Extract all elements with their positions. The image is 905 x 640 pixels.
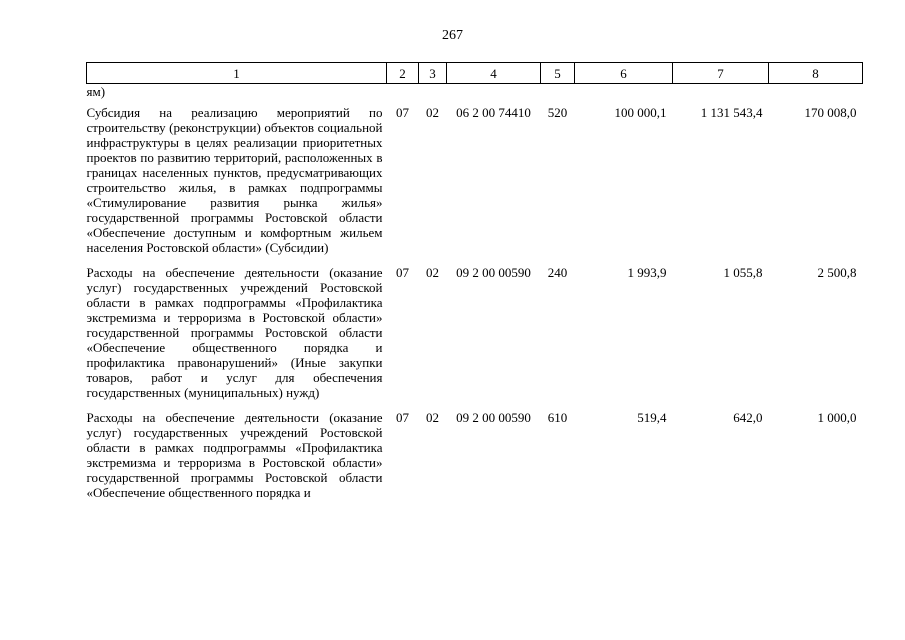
- header-col-1: 1: [87, 63, 387, 84]
- continuation-text: ям): [86, 84, 106, 99]
- row-amount-col8: 2 500,8: [817, 265, 857, 280]
- page-number: 267: [442, 28, 463, 43]
- row-target-code: 09 2 00 00590: [456, 410, 531, 425]
- table-row: [87, 261, 863, 406]
- header-col-3: 3: [419, 63, 447, 84]
- row-amount-col8: 1 000,0: [817, 410, 857, 425]
- row-amount-col7: 1 131 543,4: [700, 105, 763, 120]
- header-row: [87, 63, 863, 84]
- row-expense-type: 520: [547, 105, 568, 120]
- table-body: [87, 84, 863, 507]
- budget-table: [86, 62, 863, 506]
- row-description: Расходы на обеспечение деятельности (оказание услуг) государственных учреждений Ростовской области в рамках подпрограммы «Профилактика экстремизма и терроризма в Ростовской области» государственной программы Ростовской области «Обеспечение общественного порядка и: [86, 410, 383, 500]
- table-row: [87, 406, 863, 506]
- row-amount-col6: 519,4: [637, 410, 667, 425]
- row-section: 07: [396, 105, 409, 120]
- table-row-continuation: [87, 84, 863, 102]
- header-col-7: 7: [673, 63, 769, 84]
- row-amount-col6: 1 993,9: [627, 265, 667, 280]
- header-col-8: 8: [769, 63, 863, 84]
- row-target-code: 06 2 00 74410: [456, 105, 531, 120]
- table-header: [87, 63, 863, 84]
- row-section: 07: [396, 265, 409, 280]
- header-col-6: 6: [575, 63, 673, 84]
- row-description: Субсидия на реализацию мероприятий по строительству (реконструкции) объектов социальной инфраструктуры в целях реализации приоритетных проектов по развитию территорий, расположенных в границах населенных пунктов, предусматривающих строительство жилья, в рамках подпрограммы «Стимулирование развития рынка жилья» государственной программы Ростовской области «Обеспечение доступным и комфортным жильем населения Ростовской области» (Субсидии): [86, 105, 383, 255]
- header-col-4: 4: [447, 63, 541, 84]
- table-row: [87, 101, 863, 261]
- row-subsection: 02: [426, 265, 439, 280]
- header-col-5: 5: [541, 63, 575, 84]
- row-target-code: 09 2 00 00590: [456, 265, 531, 280]
- row-section: 07: [396, 410, 409, 425]
- row-amount-col7: 1 055,8: [723, 265, 763, 280]
- row-subsection: 02: [426, 105, 439, 120]
- row-amount-col6: 100 000,1: [614, 105, 667, 120]
- row-description: Расходы на обеспечение деятельности (оказание услуг) государственных учреждений Ростовской области в рамках подпрограммы «Профилактика экстремизма и терроризма в Ростовской области» государственной программы Ростовской области «Обеспечение общественного порядка и профилактика правонарушений» (Иные закупки товаров, работ и услуг для обеспечения государственных (муниципальных) нужд): [86, 265, 383, 400]
- row-expense-type: 240: [547, 265, 568, 280]
- row-expense-type: 610: [547, 410, 568, 425]
- row-amount-col8: 170 008,0: [804, 105, 857, 120]
- row-subsection: 02: [426, 410, 439, 425]
- header-col-2: 2: [387, 63, 419, 84]
- row-amount-col7: 642,0: [733, 410, 763, 425]
